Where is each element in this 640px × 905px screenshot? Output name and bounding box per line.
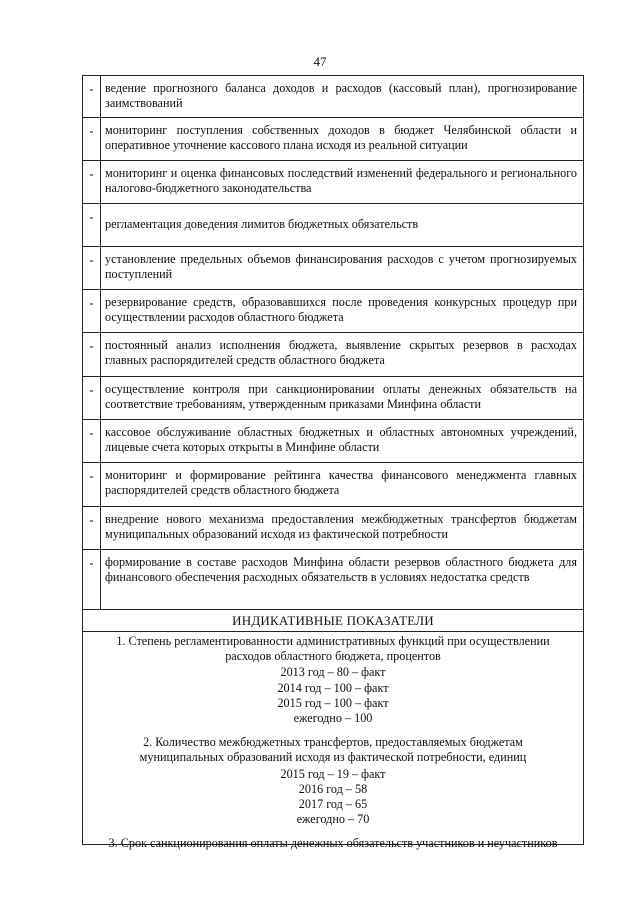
- table-row: [83, 420, 583, 463]
- indicator-value: 2014 год – 100 – факт: [277, 680, 389, 695]
- row-bullet: -: [83, 161, 101, 203]
- indicator-value: 2017 год – 65: [298, 797, 368, 812]
- row-text: установление предельных объемов финансирования расходов с учетом прогнозируемых поступлений: [105, 252, 577, 281]
- page-number: 47: [313, 54, 327, 69]
- table-row: [83, 161, 583, 204]
- indicators-section: [83, 634, 583, 852]
- row-bullet: -: [83, 290, 101, 332]
- table-row: [83, 333, 583, 377]
- indicators-header-row: [83, 610, 583, 632]
- table-row: [83, 550, 583, 610]
- row-text: мониторинг и оценка финансовых последствий изменений федерального и регионального налогово-бюджетного законодательства: [105, 166, 577, 195]
- indicator-title: муниципальных образований исходя из фактической потребности, единиц: [139, 750, 527, 765]
- indicator-title: 3. Срок санкционирования оплаты денежных обязательств участников и неучастников: [108, 836, 558, 851]
- indicator-title: расходов областного бюджета, процентов: [225, 649, 441, 664]
- row-bullet: -: [83, 550, 101, 609]
- row-text: осуществление контроля при санкционировании оплаты денежных обязательств на соответствие требованиям, утвержденным приказами Минфина области: [105, 382, 577, 411]
- row-bullet: -: [83, 118, 101, 160]
- row-text: кассовое обслуживание областных бюджетных и областных автономных учреждений, лицевые счета которых открыты в Минфине области: [105, 425, 577, 454]
- table-row: [83, 290, 583, 333]
- table-row: [83, 204, 583, 247]
- row-text: резервирование средств, образовавшихся после проведения конкурсных процедур при осуществлении расходов областного бюджета: [105, 295, 577, 324]
- table-row: [83, 507, 583, 550]
- indicator-value: ежегодно – 70: [296, 812, 370, 827]
- indicator-value: 2015 год – 19 – факт: [280, 766, 386, 781]
- row-bullet: -: [83, 463, 101, 506]
- row-text: регламентация доведения лимитов бюджетных обязательств: [105, 217, 419, 231]
- row-text: формирование в составе расходов Минфина области резервов областного бюджета для финансового обеспечения расходных обязательств в условиях недостатка средств: [105, 555, 577, 584]
- table-row: [83, 118, 583, 161]
- row-bullet: -: [83, 507, 101, 549]
- row-bullet: -: [83, 377, 101, 419]
- table-row: [83, 247, 583, 290]
- indicators-header: ИНДИКАТИВНЫЕ ПОКАЗАТЕЛИ: [232, 613, 434, 628]
- row-bullet: -: [83, 420, 101, 462]
- indicator-block: [83, 735, 583, 827]
- row-text: внедрение нового механизма предоставления межбюджетных трансфертов бюджетам муниципальных образований исходя из фактической потребности: [105, 512, 577, 541]
- table-row: [83, 463, 583, 507]
- indicator-value: ежегодно – 100: [293, 711, 373, 726]
- indicator-value: 2013 год – 80 – факт: [280, 665, 386, 680]
- row-bullet: -: [83, 204, 101, 246]
- row-text: ведение прогнозного баланса доходов и расходов (кассовый план), прогнозирование заимствований: [105, 81, 577, 110]
- row-bullet: -: [83, 76, 101, 117]
- indicator-block: [83, 634, 583, 726]
- table-row: [83, 76, 583, 118]
- indicator-value: 2015 год – 100 – факт: [277, 695, 389, 710]
- table-row: [83, 377, 583, 420]
- row-bullet: -: [83, 333, 101, 376]
- indicator-value: 2016 год – 58: [298, 781, 368, 796]
- row-bullet: -: [83, 247, 101, 289]
- indicator-title: 2. Количество межбюджетных трансфертов, предоставляемых бюджетам: [143, 735, 523, 750]
- row-text: постоянный анализ исполнения бюджета, выявление скрытых резервов в расходах главных распорядителей средств областного бюджета: [105, 338, 577, 367]
- row-text: мониторинг и формирование рейтинга качества финансового менеджмента главных распорядителей средств областного бюджета: [105, 468, 577, 497]
- indicator-block: [83, 836, 583, 851]
- row-text: мониторинг поступления собственных доходов в бюджет Челябинской области и оперативное уточнение кассового плана исходя из реальной ситуации: [105, 123, 577, 152]
- indicator-title: 1. Степень регламентированности административных функций при осуществлении: [116, 634, 550, 648]
- measures-table: [82, 75, 584, 851]
